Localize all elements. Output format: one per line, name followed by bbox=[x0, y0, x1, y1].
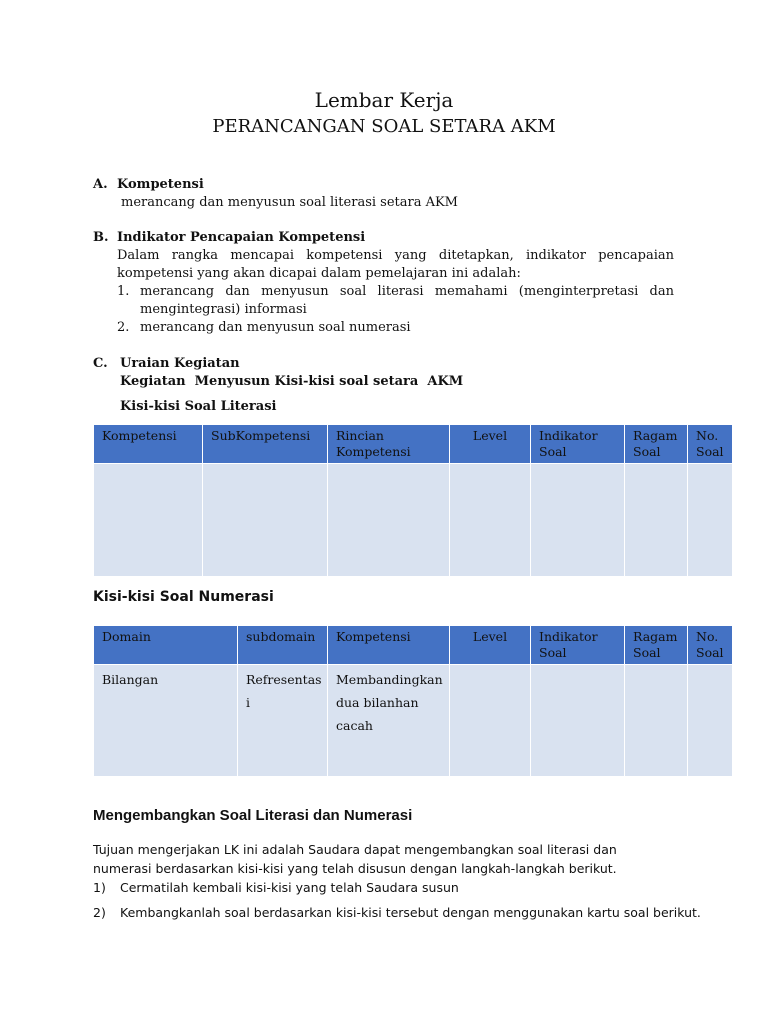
column-header: No. Soal bbox=[688, 425, 733, 464]
step-number: 1) bbox=[93, 880, 106, 895]
column-header: Indikator Soal bbox=[531, 425, 625, 464]
column-header: Level bbox=[450, 425, 531, 464]
table-cell bbox=[531, 464, 625, 577]
indicator-text: merancang dan menyusun soal literasi memahami (menginterpretasi dan mengintegrasi) informasi bbox=[140, 284, 674, 317]
section-a-heading: Kompetensi bbox=[117, 177, 204, 192]
column-header: Ragam Soal bbox=[625, 425, 688, 464]
table-cell: Membandingkan dua bilanhan cacah bbox=[328, 665, 450, 777]
column-header: Domain bbox=[94, 626, 238, 665]
section-a-text: merancang dan menyusun soal literasi setara AKM bbox=[121, 195, 458, 210]
numerasi-table-title: Kisi-kisi Soal Numerasi bbox=[93, 589, 274, 605]
table-row bbox=[94, 464, 733, 577]
literasi-table-title: Kisi-kisi Soal Literasi bbox=[120, 399, 277, 414]
table-cell bbox=[450, 464, 531, 577]
table-cell bbox=[203, 464, 328, 577]
table-cell: Refresentas i bbox=[238, 665, 328, 777]
table-header-row bbox=[94, 425, 733, 464]
table-cell bbox=[94, 464, 203, 577]
section-b-marker: B. bbox=[93, 230, 109, 245]
table-cell bbox=[450, 665, 531, 777]
table-header-row bbox=[94, 626, 733, 665]
table-cell: Bilangan bbox=[94, 665, 238, 777]
section-d-heading: Mengembangkan Soal Literasi dan Numerasi bbox=[93, 807, 413, 824]
indicator-text: merancang dan menyusun soal numerasi bbox=[140, 320, 411, 335]
step-text: Kembangkanlah soal berdasarkan kisi-kisi tersebut dengan menggunakan kartu soal berikut. bbox=[120, 905, 701, 920]
table-cell bbox=[625, 464, 688, 577]
numerasi-table bbox=[93, 625, 733, 777]
column-header: Rincian Kompetensi bbox=[328, 425, 450, 464]
column-header: Indikator Soal bbox=[531, 626, 625, 665]
step-text: Cermatilah kembali kisi-kisi yang telah Saudara susun bbox=[120, 880, 459, 895]
section-a-marker: A. bbox=[93, 177, 108, 192]
column-header: Kompetensi bbox=[94, 425, 203, 464]
column-header: Kompetensi bbox=[328, 626, 450, 665]
page-title: Lembar Kerja bbox=[314, 88, 454, 112]
section-d-intro: Tujuan mengerjakan LK ini adalah Saudara dapat mengembangkan soal literasi dan numerasi berdasarkan kisi-kisi yang telah disusun dengan langkah-langkah berikut. bbox=[93, 842, 617, 876]
page-subtitle: PERANCANGAN SOAL SETARA AKM bbox=[212, 116, 556, 137]
table-row bbox=[94, 665, 733, 777]
section-c-subheading: Kegiatan Menyusun Kisi-kisi soal setara AKM bbox=[120, 374, 464, 389]
column-header: Ragam Soal bbox=[625, 626, 688, 665]
column-header: subdomain bbox=[238, 626, 328, 665]
table-cell bbox=[625, 665, 688, 777]
step-number: 2) bbox=[93, 905, 106, 920]
literasi-table bbox=[93, 424, 733, 577]
indicator-number: 2. bbox=[117, 320, 130, 335]
section-b-heading: Indikator Pencapaian Kompetensi bbox=[117, 230, 366, 245]
column-header: Level bbox=[450, 626, 531, 665]
table-cell bbox=[688, 464, 733, 577]
indicator-number: 1. bbox=[117, 284, 130, 299]
section-b-intro: Dalam rangka mencapai kompetensi yang ditetapkan, indikator pencapaian kompetensi yang akan dicapai dalam pemelajaran ini adalah: bbox=[117, 248, 674, 281]
section-c-heading: Uraian Kegiatan bbox=[120, 356, 240, 371]
table-cell bbox=[688, 665, 733, 777]
table-cell bbox=[531, 665, 625, 777]
table-cell bbox=[328, 464, 450, 577]
column-header: SubKompetensi bbox=[203, 425, 328, 464]
column-header: No. Soal bbox=[688, 626, 733, 665]
section-c-marker: C. bbox=[93, 356, 108, 371]
